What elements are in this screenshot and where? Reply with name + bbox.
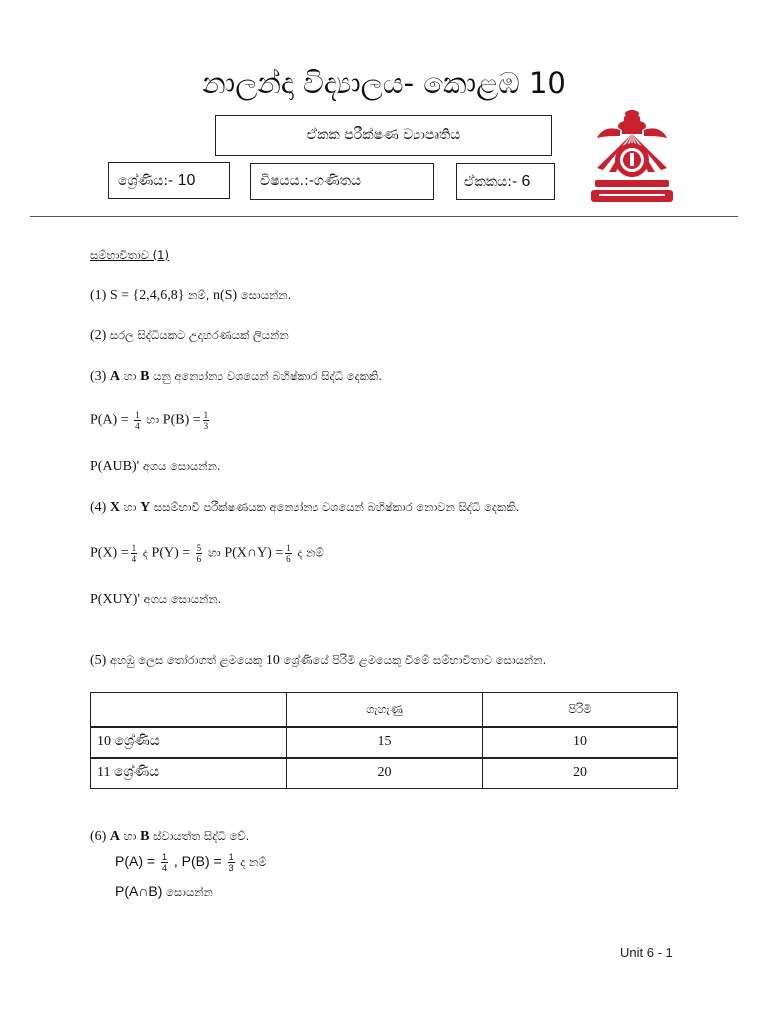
q3-pb-fraction bbox=[203, 410, 210, 431]
crest-shapes bbox=[591, 110, 673, 202]
q6-pb-denominator: 3 bbox=[228, 863, 234, 873]
q6-text: ස්වායත්ත සිද්ධි වේ. bbox=[149, 829, 250, 843]
q4-pxy-numerator: 1 bbox=[286, 543, 291, 553]
q1-mid-text: නම්, bbox=[184, 288, 214, 302]
question-6 bbox=[90, 829, 249, 845]
subject-label: විෂයය.:- bbox=[260, 173, 314, 189]
q4-pxy-label: P(X∩Y) = bbox=[224, 545, 284, 561]
table-row-label: 11 ශ්‍රේණිය bbox=[91, 758, 287, 789]
unit-box bbox=[456, 163, 555, 200]
question-1 bbox=[90, 288, 291, 304]
q4-and: හා bbox=[119, 500, 141, 514]
q3-pb-numerator: 1 bbox=[203, 410, 209, 420]
q6-comma: , bbox=[169, 853, 182, 870]
table-row-label: 10 ශ්‍රේණිය bbox=[91, 727, 287, 758]
table-header-cell bbox=[91, 693, 287, 727]
q6-find-line bbox=[115, 883, 213, 900]
q4-find-expression: P(XUY)' bbox=[90, 592, 140, 607]
q6-pb-label: P(B) = bbox=[181, 853, 226, 870]
table-cell: 20 bbox=[483, 758, 678, 789]
q6-pa-numerator: 1 bbox=[161, 852, 167, 862]
q1-set-expression: S = {2,4,6,8} bbox=[109, 288, 185, 303]
unit-value: 6 bbox=[521, 173, 531, 190]
q4-text: සසම්භාවී පරීක්ෂණයක අන්‍යෝන්‍ය වශයෙන් බහිෂ්කාර නොවන සිද්ධි දෙකකි. bbox=[150, 500, 520, 514]
q6-pa-denominator: 4 bbox=[161, 863, 167, 873]
q4-find-line bbox=[90, 592, 221, 608]
q4-py-denominator: 6 bbox=[196, 554, 202, 564]
q4-px-denominator: 4 bbox=[131, 554, 137, 564]
q6-end-text: ද නම් bbox=[236, 855, 267, 870]
school-crest-logo bbox=[589, 108, 675, 206]
q3-pa-label: P(A) = bbox=[90, 412, 133, 428]
q4-py-label: P(Y) = bbox=[151, 545, 194, 561]
q3-pb-denominator: 3 bbox=[203, 421, 209, 431]
question-5 bbox=[90, 653, 546, 669]
q4-event-x: X bbox=[109, 500, 120, 515]
q4-px-fraction bbox=[131, 543, 138, 564]
grade-value: 10 bbox=[177, 172, 196, 189]
q4-py-fraction bbox=[196, 543, 203, 564]
q3-find-line bbox=[90, 459, 221, 475]
grade-label: ශ්‍රේණිය:- bbox=[118, 173, 178, 189]
q5-grade: 10 bbox=[265, 653, 280, 668]
q4-number: (4) bbox=[90, 500, 107, 515]
q6-event-b: B bbox=[140, 829, 150, 844]
header-divider bbox=[30, 216, 738, 217]
page-footer-label: Unit 6 - 1 bbox=[620, 945, 673, 960]
table-header-cell: පිරිමි bbox=[483, 693, 678, 727]
table-header-row bbox=[91, 693, 678, 727]
q4-px-label: P(X) = bbox=[90, 545, 129, 561]
q3-find-text: අගය සොයන්න. bbox=[139, 459, 221, 473]
q4-event-y: Y bbox=[140, 500, 151, 515]
q4-sep: ද bbox=[139, 545, 152, 560]
q3-given-probabilities bbox=[90, 410, 211, 431]
table-cell: 10 bbox=[483, 727, 678, 758]
q6-and: හා bbox=[119, 829, 141, 843]
q6-pb-numerator: 1 bbox=[228, 852, 234, 862]
q5-table bbox=[90, 692, 678, 789]
subject-value: ගණිතය bbox=[313, 173, 362, 189]
q3-pa-denominator: 4 bbox=[135, 421, 140, 431]
question-2 bbox=[90, 328, 289, 344]
grade-box bbox=[108, 162, 230, 199]
table-row bbox=[91, 727, 678, 758]
table-row bbox=[91, 758, 678, 789]
q6-pb-fraction bbox=[228, 852, 235, 873]
table-cell: 20 bbox=[287, 758, 483, 789]
q6-number: (6) bbox=[90, 829, 107, 844]
q3-event-a: A bbox=[109, 369, 120, 384]
q4-pxy-denominator: 6 bbox=[286, 554, 291, 564]
unit-label: ඒකකය:- bbox=[464, 174, 522, 190]
question-4 bbox=[90, 500, 519, 516]
q4-given-probabilities bbox=[90, 543, 324, 564]
q6-given-probabilities bbox=[115, 852, 267, 873]
table-cell: 15 bbox=[287, 727, 483, 758]
q3-pa-fraction bbox=[134, 410, 141, 431]
q6-find-text: සොයන්න bbox=[162, 885, 213, 899]
q3-pa-numerator: 1 bbox=[135, 410, 140, 420]
q5-text-2: ශ්‍රේණියේ පිරිමි ළමයෙකු වීමේ සම්භාවිතාව සොයන්න. bbox=[279, 653, 547, 667]
q3-text: යනු අන්‍යෝන්‍ය වශයෙන් බහිෂ්කාර සිද්ධි දෙකකි. bbox=[149, 369, 383, 383]
q3-find-expression: P(AUB)' bbox=[90, 459, 140, 474]
q5-text-1: අහඹු ලෙස තෝරාගත් ළමයෙකු bbox=[106, 653, 266, 667]
q4-py-numerator: 5 bbox=[196, 543, 202, 553]
q3-and-2: හා bbox=[142, 412, 163, 427]
q3-and: හා bbox=[119, 369, 141, 383]
school-title: නාලන්දා විද්‍යාලය- කොළඹ 10 bbox=[202, 66, 566, 100]
q4-px-numerator: 1 bbox=[131, 543, 137, 553]
q1-number: (1) bbox=[90, 288, 107, 303]
q4-and-2: හා bbox=[204, 545, 225, 560]
exam-subtitle-box bbox=[215, 115, 552, 156]
q2-text: සරල සිද්ධියකට උදාහරණයක් ලියන්න bbox=[109, 328, 289, 342]
section-heading: සම්භාවිතාව (1) bbox=[90, 248, 169, 262]
exam-subtitle: ඒකක පරීක්ෂණ ව්‍යාපෘතිය bbox=[306, 127, 461, 143]
q3-pb-label: P(B) = bbox=[162, 412, 201, 428]
q4-pxy-fraction bbox=[285, 543, 292, 564]
q3-event-b: B bbox=[140, 369, 150, 384]
q2-number: (2) bbox=[90, 328, 107, 343]
q6-pa-label: P(A) = bbox=[115, 853, 159, 870]
q3-number: (3) bbox=[90, 369, 107, 384]
q1-end-text: සොයන්න. bbox=[237, 288, 292, 302]
q1-count-expression: n(S) bbox=[213, 288, 238, 303]
q6-event-a: A bbox=[109, 829, 120, 844]
subject-box bbox=[250, 163, 434, 200]
table-header-cell: ගැහැණු bbox=[287, 693, 483, 727]
question-3 bbox=[90, 369, 382, 385]
q6-find-expression: P(A∩B) bbox=[115, 883, 163, 899]
q4-find-text: අගය සොයන්න. bbox=[139, 592, 222, 606]
q5-number: (5) bbox=[90, 653, 107, 668]
q6-pa-fraction bbox=[161, 852, 168, 873]
q4-end-text: ද නම් bbox=[293, 545, 324, 560]
